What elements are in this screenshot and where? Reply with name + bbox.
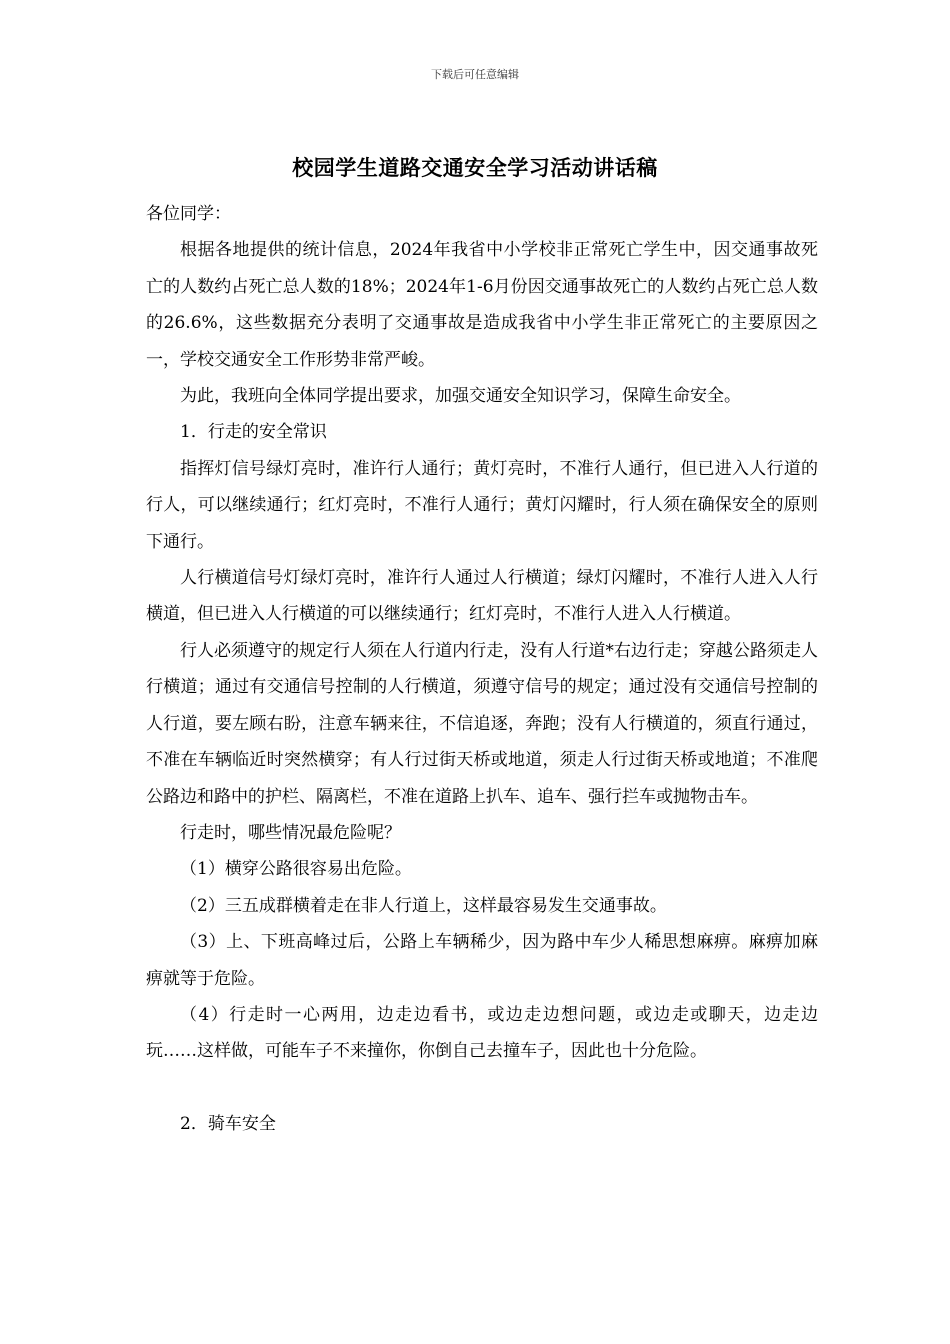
- list-item-3: （3）上、下班高峰过后，公路上车辆稀少，因为路中车少人稀思想麻痹。麻痹加麻痹就等于危险。: [146, 932, 818, 989]
- paragraph-statistics: 根据各地提供的统计信息，2024年我省中小学校非正常死亡学生中，因交通事故死亡的人数约占死亡总人数的18%；2024年1-6月份因交通事故死亡的人数约占死亡总人数的26.6%，这些数据充分表明了交通事故是造成我省中小学生非正常死亡的主要原因之一，学校交通安全工作形势非常严峻。: [146, 240, 818, 370]
- greeting: 各位同学：: [146, 204, 231, 224]
- list-item-4: （4）行走时一心两用，边走边看书，或边走边想问题，或边走或聊天，边走边玩……这样做，可能车子不来撞你，你倒自己去撞车子，因此也十分危险。: [146, 1004, 818, 1062]
- section-heading-cycling: 2．骑车安全: [180, 1113, 276, 1134]
- paragraph-signal-lights: 指挥灯信号绿灯亮时，准许行人通行；黄灯亮时，不准行人通行，但已进入人行道的行人，可以继续通行；红灯亮时，不准行人通行；黄灯闪耀时，行人须在确保安全的原则下通行。: [146, 458, 818, 552]
- paragraph-danger-question: 行走时，哪些情况最危险呢？: [180, 822, 401, 843]
- paragraph-pedestrian-rules: 行人必须遵守的规定行人须在人行道内行走，没有人行道*右边行走；穿越公路须走人行横道；通过有交通信号控制的人行横道，须遵守信号的规定；通过没有交通信号控制的人行道，要左顾右盼，注意车辆来往，不信追逐，奔跑；没有人行横道的，须直行通过，不准在车辆临近时突然横穿；有人行过街天桥或地道，须走人行过街天桥或地道；不准爬公路边和路中的护栏、隔离栏，不准在道路上扒车、追车、强行拦车或抛物击车。: [146, 640, 818, 807]
- document-body: [146, 196, 818, 1142]
- list-item-2: （2）三五成群横着走在非人行道上，这样最容易发生交通事故。: [180, 895, 667, 916]
- section-heading-walking: 1．行走的安全常识: [180, 422, 327, 443]
- document-title: 校园学生道路交通安全学习活动讲话稿: [292, 156, 658, 180]
- page-header-note: 下载后可任意编辑: [431, 68, 519, 81]
- paragraph-crosswalk-signals: 人行横道信号灯绿灯亮时，准许行人通过人行横道；绿灯闪耀时，不准行人进入人行横道，但已进入人行横道的可以继续通行；红灯亮时，不准行人进入人行横道。: [146, 568, 818, 625]
- list-item-1: （1）横穿公路很容易出危险。: [180, 859, 412, 880]
- paragraph-requirement: 为此，我班向全体同学提出要求，加强交通安全知识学习，保障生命安全。: [180, 386, 741, 407]
